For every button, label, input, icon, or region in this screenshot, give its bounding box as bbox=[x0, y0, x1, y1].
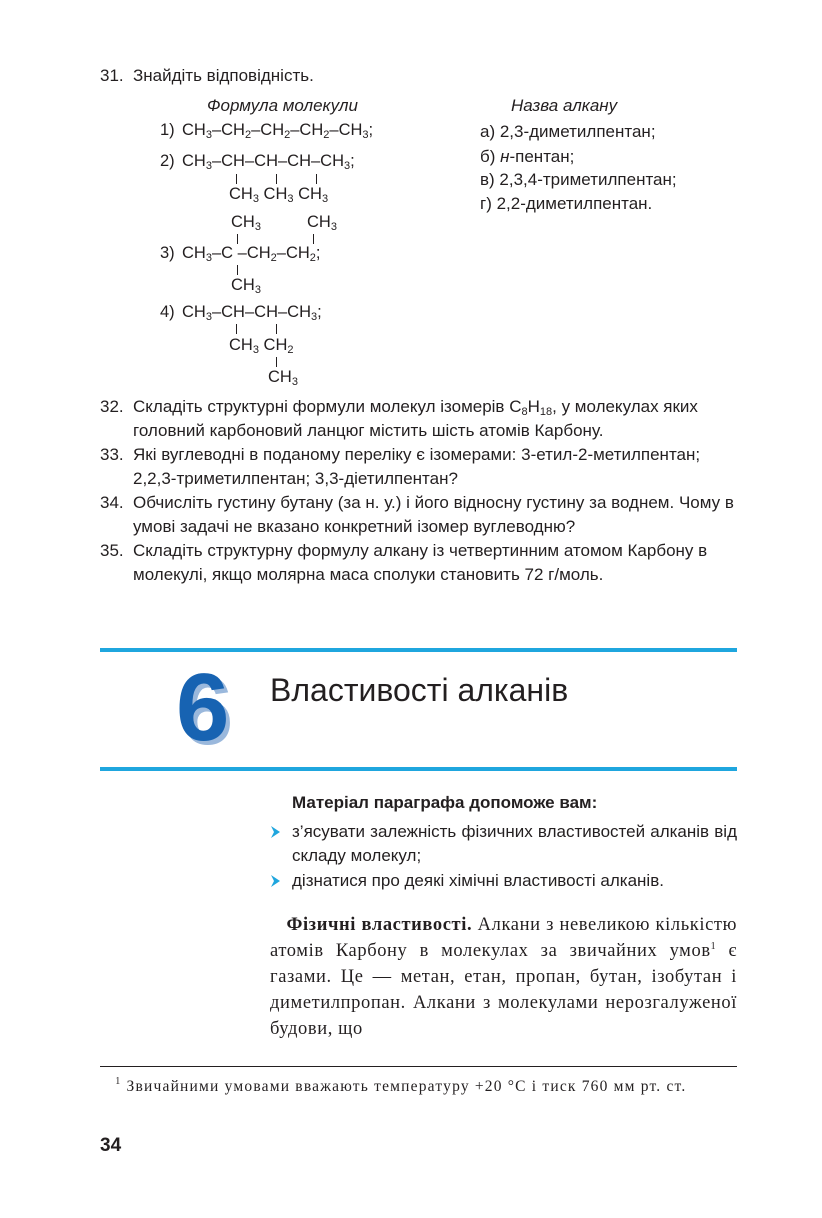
paragraph-lead: Фізичні властивості. bbox=[286, 915, 473, 935]
objective-item: дізнатися про деякі хімічні властивості алканів. bbox=[292, 871, 664, 890]
bond-line bbox=[316, 174, 317, 184]
formula-3-chain: $CH_3-C$ $-CH_2-CH_2$; bbox=[182, 244, 321, 264]
formula-4-chain: $CH_3-CH-CH-CH_3$; bbox=[182, 303, 322, 323]
question-number: 35. bbox=[100, 541, 124, 560]
name-option-d: г) 2,2-диметилпентан. bbox=[480, 194, 653, 213]
formula-2-label: 2) bbox=[160, 152, 175, 170]
question-text: Складіть структурну формулу алкану із четвертинним атомом Карбону в молекулі, якщо молярна маса сполуки становить 72 г/моль. bbox=[133, 541, 708, 584]
footnote-mark: 1 bbox=[115, 1076, 122, 1087]
chevron-right-icon bbox=[270, 874, 282, 888]
paragraph-text: Алкани з невеликою кількістю атомів Карбону в молекулах за звичайних умов bbox=[270, 915, 737, 961]
footnote-mark: 1 bbox=[710, 941, 717, 952]
paragraph-text: є газами. Це — метан, етан, пропан, бутан, ізобутан і диметилпропан. Алкани з молекулами нерозгалуженої будови, що bbox=[270, 941, 737, 1039]
column-header-name: Назва алкану bbox=[511, 96, 618, 115]
footnote-text: Звичайними умовами вважають температуру +20 °С і тиск 760 мм рт. ст. bbox=[121, 1078, 687, 1095]
objectives-heading: Матеріал параграфа допоможе вам: bbox=[292, 793, 598, 812]
bond-line bbox=[237, 265, 238, 275]
formula-4-label: 4) bbox=[160, 303, 175, 321]
question-number: 34. bbox=[100, 493, 124, 512]
bond-line bbox=[276, 357, 277, 367]
formula-2-chain: $CH_3-CH-CH-CH-CH_3$; bbox=[182, 152, 355, 172]
footnote bbox=[100, 1076, 737, 1098]
section-number: 6 bbox=[176, 654, 230, 761]
column-header-formula: Формула молекули bbox=[207, 96, 358, 115]
formula-4-branches: $CH_3$ $CH_2$ bbox=[229, 336, 294, 356]
section-title: Властивості алканів bbox=[270, 672, 569, 708]
bond-line bbox=[237, 234, 238, 244]
formula-4-end: $CH_3$ bbox=[268, 368, 298, 388]
bond-line bbox=[276, 174, 277, 184]
page-number: 34 bbox=[100, 1135, 122, 1156]
name-option-c: в) 2,3,4-триметилпентан; bbox=[480, 170, 677, 189]
bond-line bbox=[313, 234, 314, 244]
formula-3-top-branch: $CH_3$ bbox=[231, 213, 261, 233]
question-text: Які вуглеводні в поданому переліку є ізомерами: 3-етил-2-метилпентан; 2,2,3-триметилпентан; 3,3-діетилпентан? bbox=[133, 445, 701, 488]
question-number: 32. bbox=[100, 397, 124, 416]
formula-3-label: 3) bbox=[160, 244, 175, 262]
formula-3-bottom-branch: $CH_3$ bbox=[231, 276, 261, 296]
question-text: Знайдіть відповідність. bbox=[133, 66, 314, 85]
formula-3-top-branch: $CH_3$ bbox=[307, 213, 337, 233]
formula-2-branches: $CH_3$ $CH_3$ $CH_3$ bbox=[229, 185, 329, 205]
name-option-b: б) н-пентан; bbox=[480, 147, 575, 166]
question-text: Складіть структурні формули молекул ізомерів $C_8H_{18}$, у молекулах яких головний карбоновий ланцюг містить шість атомів Карбону. bbox=[133, 397, 698, 440]
section-rule-top bbox=[100, 648, 737, 652]
section-rule-bottom bbox=[100, 767, 737, 771]
objective-item: з’ясувати залежність фізичних властивостей алканів від складу молекул; bbox=[292, 822, 737, 865]
formula-1-label: 1) bbox=[160, 121, 175, 139]
name-option-a: а) 2,3-диметилпентан; bbox=[480, 122, 656, 141]
question-number: 31. bbox=[100, 66, 124, 85]
question-text: Обчисліть густину бутану (за н. у.) і його відносну густину за воднем. Чому в умові задачі не вказано конкретний ізомер вуглеводню? bbox=[133, 493, 734, 536]
chevron-right-icon bbox=[270, 825, 282, 839]
bond-line bbox=[276, 324, 277, 334]
body-paragraph bbox=[270, 912, 737, 1042]
bond-line bbox=[236, 324, 237, 334]
bond-line bbox=[236, 174, 237, 184]
formula-1: $CH_3-CH_2-CH_2-CH_2-CH_3$; bbox=[182, 121, 374, 141]
footnote-divider bbox=[100, 1066, 737, 1067]
question-number: 33. bbox=[100, 445, 124, 464]
